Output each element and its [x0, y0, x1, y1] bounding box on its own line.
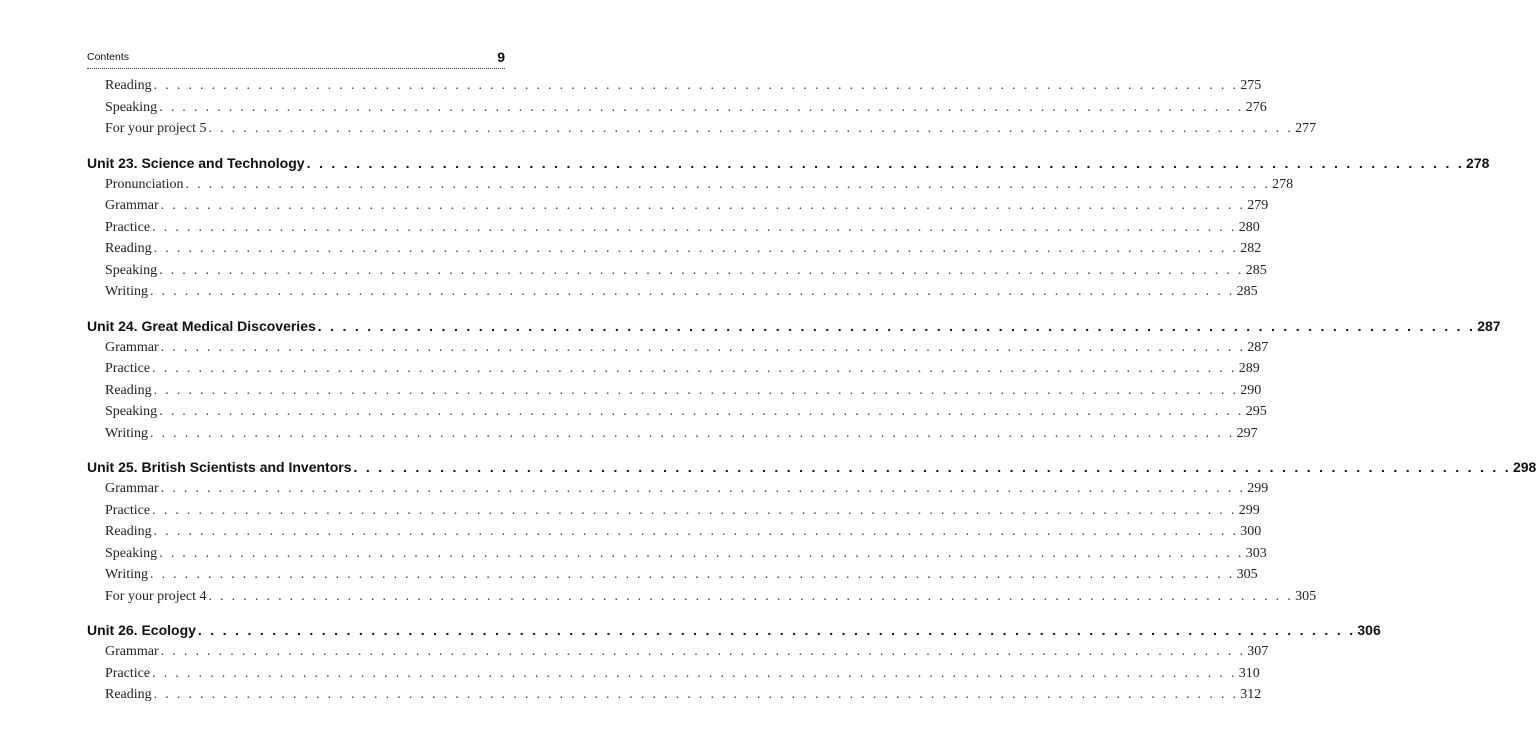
toc-subentry [87, 425, 1258, 448]
toc-subentry [87, 198, 1269, 220]
entry-page-number: 278 [1272, 176, 1294, 192]
dot-leader: . . . . . . . . . . . . . . . . . . . . . . . . . . . . . . . . . . . . . . . . . . . . . . . . . . . . . . . . . . . . . . . . . . . . . . . . . . . . . . . . . . . . . . . . . . . . . . [353, 459, 1511, 475]
entry-title: Practice [105, 219, 151, 235]
entry-title: Practice [105, 361, 151, 376]
toc-unit-entry [87, 154, 1490, 177]
entry-title: Grammar [105, 339, 159, 355]
dot-leader: . . . . . . . . . . . . . . . . . . . . . . . . . . . . . . . . . . . . . . . . . . . . . . . . . . . . . . . . . . . . . . . . . . . . . . . . . . . . . . . . . . . . . . . . . . . . . . [159, 99, 1244, 115]
toc-subentry [87, 99, 1267, 122]
toc-subentry [87, 78, 1262, 100]
entry-title: Reading [105, 382, 152, 398]
toc-unit-entry [87, 459, 1536, 481]
entry-page-number: 307 [1247, 644, 1269, 659]
entry-page-number: 287 [1477, 317, 1501, 334]
toc-subentry [87, 382, 1262, 405]
entry-page-number: 297 [1236, 425, 1258, 441]
entry-page-number: 312 [1240, 687, 1262, 702]
toc-subentry [87, 339, 1269, 362]
entry-title: Reading [105, 524, 152, 539]
entry-title: Speaking [105, 545, 158, 561]
entry-title: Speaking [105, 99, 158, 115]
entry-title: Practice [105, 502, 151, 518]
toc-subentry [87, 665, 1260, 688]
toc-subentry [87, 284, 1258, 306]
entry-page-number: 289 [1238, 361, 1260, 376]
entry-title: Speaking [105, 262, 158, 278]
toc-unit-entry [87, 317, 1501, 340]
toc-subentry [87, 361, 1260, 383]
toc-subentry [87, 404, 1267, 426]
entry-title: Writing [105, 284, 148, 299]
dot-leader: . . . . . . . . . . . . . . . . . . . . . . . . . . . . . . . . . . . . . . . . . . . . . . . . . . . . . . . . . . . . . . . . . . . . . . . . . . . . . . . . . . . . . . . . . . . . . . [153, 687, 1239, 702]
dot-leader: . . . . . . . . . . . . . . . . . . . . . . . . . . . . . . . . . . . . . . . . . . . . . . . . . . . . . . . . . . . . . . . . . . . . . . . . . . . . . . . . . . . . . . . . . . . . . . [149, 567, 1235, 582]
toc-subentry [87, 176, 1294, 199]
entry-title: Unit 23. Science and Technology [87, 154, 305, 171]
entry-page-number: 282 [1240, 241, 1262, 256]
entry-page-number: 277 [1295, 121, 1317, 136]
entry-page-number: 276 [1245, 99, 1267, 115]
dot-leader: . . . . . . . . . . . . . . . . . . . . . . . . . . . . . . . . . . . . . . . . . . . . . . . . . . . . . . . . . . . . . . . . . . . . . . . . . . . . . . . . . . . . . . . . . . . . . . [149, 425, 1235, 441]
entry-page-number: 290 [1240, 382, 1262, 398]
entry-page-number: 287 [1247, 339, 1269, 355]
toc-subentry [87, 502, 1260, 525]
dot-leader: . . . . . . . . . . . . . . . . . . . . . . . . . . . . . . . . . . . . . . . . . . . . . . . . . . . . . . . . . . . . . . . . . . . . . . . . . . . . . . . . . . . . . . . . . . . . . . [149, 284, 1235, 299]
toc-unit-entry [87, 622, 1381, 644]
toc-subentry [87, 687, 1262, 709]
dot-leader: . . . . . . . . . . . . . . . . . . . . . . . . . . . . . . . . . . . . . . . . . . . . . . . . . . . . . . . . . . . . . . . . . . . . . . . . . . . . . . . . . . . . . . . . . . . . . . [153, 78, 1239, 93]
toc-subentry [87, 219, 1260, 242]
entry-page-number: 303 [1245, 545, 1267, 561]
entry-title: Grammar [105, 198, 159, 213]
entry-title: Reading [105, 687, 152, 702]
dot-leader: . . . . . . . . . . . . . . . . . . . . . . . . . . . . . . . . . . . . . . . . . . . . . . . . . . . . . . . . . . . . . . . . . . . . . . . . . . . . . . . . . . . . . . . . . . . . . . [153, 524, 1239, 539]
table-of-contents [87, 78, 1536, 709]
toc-subentry [87, 241, 1262, 263]
entry-title: For your project 4 [105, 588, 207, 604]
dot-leader: . . . . . . . . . . . . . . . . . . . . . . . . . . . . . . . . . . . . . . . . . . . . . . . . . . . . . . . . . . . . . . . . . . . . . . . . . . . . . . . . . . . . . . . . . . . . . . [306, 154, 1465, 171]
entry-title: Reading [105, 241, 152, 256]
entry-page-number: 278 [1466, 154, 1490, 171]
header-label: Contents [87, 51, 130, 63]
header-page-number: 9 [497, 49, 505, 65]
toc-subentry [87, 567, 1258, 589]
entry-page-number: 275 [1240, 78, 1262, 93]
dot-leader: . . . . . . . . . . . . . . . . . . . . . . . . . . . . . . . . . . . . . . . . . . . . . . . . . . . . . . . . . . . . . . . . . . . . . . . . . . . . . . . . . . . . . . . . . . . . . . [160, 481, 1246, 496]
entry-page-number: 305 [1295, 588, 1317, 604]
entry-page-number: 279 [1247, 198, 1269, 213]
entry-title: Practice [105, 665, 151, 681]
dot-leader: . . . . . . . . . . . . . . . . . . . . . . . . . . . . . . . . . . . . . . . . . . . . . . . . . . . . . . . . . . . . . . . . . . . . . . . . . . . . . . . . . . . . . . . . . . . . . . [160, 644, 1246, 659]
entry-title: Unit 24. Great Medical Discoveries [87, 317, 316, 334]
dot-leader: . . . . . . . . . . . . . . . . . . . . . . . . . . . . . . . . . . . . . . . . . . . . . . . . . . . . . . . . . . . . . . . . . . . . . . . . . . . . . . . . . . . . . . . . . . . . . . [185, 176, 1271, 192]
toc-subentry [87, 644, 1269, 666]
dot-leader: . . . . . . . . . . . . . . . . . . . . . . . . . . . . . . . . . . . . . . . . . . . . . . . . . . . . . . . . . . . . . . . . . . . . . . . . . . . . . . . . . . . . . . . . . . . . . . [153, 382, 1239, 398]
running-header [87, 50, 505, 69]
dot-leader: . . . . . . . . . . . . . . . . . . . . . . . . . . . . . . . . . . . . . . . . . . . . . . . . . . . . . . . . . . . . . . . . . . . . . . . . . . . . . . . . . . . . . . . . . . . . . . [160, 339, 1246, 355]
dot-leader: . . . . . . . . . . . . . . . . . . . . . . . . . . . . . . . . . . . . . . . . . . . . . . . . . . . . . . . . . . . . . . . . . . . . . . . . . . . . . . . . . . . . . . . . . . . . . . [160, 198, 1246, 213]
toc-subentry [87, 545, 1267, 568]
dot-leader: . . . . . . . . . . . . . . . . . . . . . . . . . . . . . . . . . . . . . . . . . . . . . . . . . . . . . . . . . . . . . . . . . . . . . . . . . . . . . . . . . . . . . . . . . . . . . . [159, 262, 1244, 278]
entry-page-number: 280 [1238, 219, 1260, 235]
entry-title: Writing [105, 567, 148, 582]
entry-title: Unit 26. Ecology [87, 622, 196, 638]
dot-leader: . . . . . . . . . . . . . . . . . . . . . . . . . . . . . . . . . . . . . . . . . . . . . . . . . . . . . . . . . . . . . . . . . . . . . . . . . . . . . . . . . . . . . . . . . . . . . . [159, 404, 1244, 419]
entry-page-number: 306 [1357, 622, 1381, 638]
entry-page-number: 305 [1236, 567, 1258, 582]
dot-leader: . . . . . . . . . . . . . . . . . . . . . . . . . . . . . . . . . . . . . . . . . . . . . . . . . . . . . . . . . . . . . . . . . . . . . . . . . . . . . . . . . . . . . . . . . . . . . . [152, 361, 1237, 376]
entry-page-number: 300 [1240, 524, 1262, 539]
entry-page-number: 295 [1245, 404, 1267, 419]
dot-leader: . . . . . . . . . . . . . . . . . . . . . . . . . . . . . . . . . . . . . . . . . . . . . . . . . . . . . . . . . . . . . . . . . . . . . . . . . . . . . . . . . . . . . . . . . . . . . . [152, 502, 1237, 518]
toc-subentry [87, 481, 1269, 503]
toc-subentry [87, 262, 1267, 285]
dot-leader: . . . . . . . . . . . . . . . . . . . . . . . . . . . . . . . . . . . . . . . . . . . . . . . . . . . . . . . . . . . . . . . . . . . . . . . . . . . . . . . . . . . . . . . . . . . . . . [152, 665, 1237, 681]
entry-page-number: 285 [1236, 284, 1258, 299]
entry-page-number: 285 [1245, 262, 1267, 278]
entry-page-number: 310 [1238, 665, 1260, 681]
entry-page-number: 298 [1512, 459, 1536, 475]
dot-leader: . . . . . . . . . . . . . . . . . . . . . . . . . . . . . . . . . . . . . . . . . . . . . . . . . . . . . . . . . . . . . . . . . . . . . . . . . . . . . . . . . . . . . . . . . . . . . . [197, 622, 1356, 638]
toc-subentry [87, 524, 1262, 546]
dot-leader: . . . . . . . . . . . . . . . . . . . . . . . . . . . . . . . . . . . . . . . . . . . . . . . . . . . . . . . . . . . . . . . . . . . . . . . . . . . . . . . . . . . . . . . . . . . . . . [159, 545, 1244, 561]
entry-title: Grammar [105, 481, 159, 496]
entry-title: Pronunciation [105, 176, 184, 192]
entry-title: Grammar [105, 644, 159, 659]
toc-subentry [87, 121, 1317, 143]
dot-leader: . . . . . . . . . . . . . . . . . . . . . . . . . . . . . . . . . . . . . . . . . . . . . . . . . . . . . . . . . . . . . . . . . . . . . . . . . . . . . . . . . . . . . . . . . . . . . . [152, 219, 1237, 235]
dot-leader: . . . . . . . . . . . . . . . . . . . . . . . . . . . . . . . . . . . . . . . . . . . . . . . . . . . . . . . . . . . . . . . . . . . . . . . . . . . . . . . . . . . . . . . . . . . . . . [153, 241, 1239, 256]
entry-page-number: 299 [1247, 481, 1269, 496]
entry-title: Writing [105, 425, 148, 441]
entry-page-number: 299 [1238, 502, 1260, 518]
dot-leader: . . . . . . . . . . . . . . . . . . . . . . . . . . . . . . . . . . . . . . . . . . . . . . . . . . . . . . . . . . . . . . . . . . . . . . . . . . . . . . . . . . . . . . . . . . . . . . [317, 317, 1476, 334]
dot-leader: . . . . . . . . . . . . . . . . . . . . . . . . . . . . . . . . . . . . . . . . . . . . . . . . . . . . . . . . . . . . . . . . . . . . . . . . . . . . . . . . . . . . . . . . . . . . . . [208, 588, 1294, 604]
entry-title: Reading [105, 78, 152, 93]
entry-title: For your project 5 [105, 121, 207, 136]
entry-title: Speaking [105, 404, 158, 419]
toc-subentry [87, 588, 1317, 611]
dot-leader: . . . . . . . . . . . . . . . . . . . . . . . . . . . . . . . . . . . . . . . . . . . . . . . . . . . . . . . . . . . . . . . . . . . . . . . . . . . . . . . . . . . . . . . . . . . . . . [208, 121, 1294, 136]
entry-title: Unit 25. British Scientists and Inventors [87, 459, 352, 475]
